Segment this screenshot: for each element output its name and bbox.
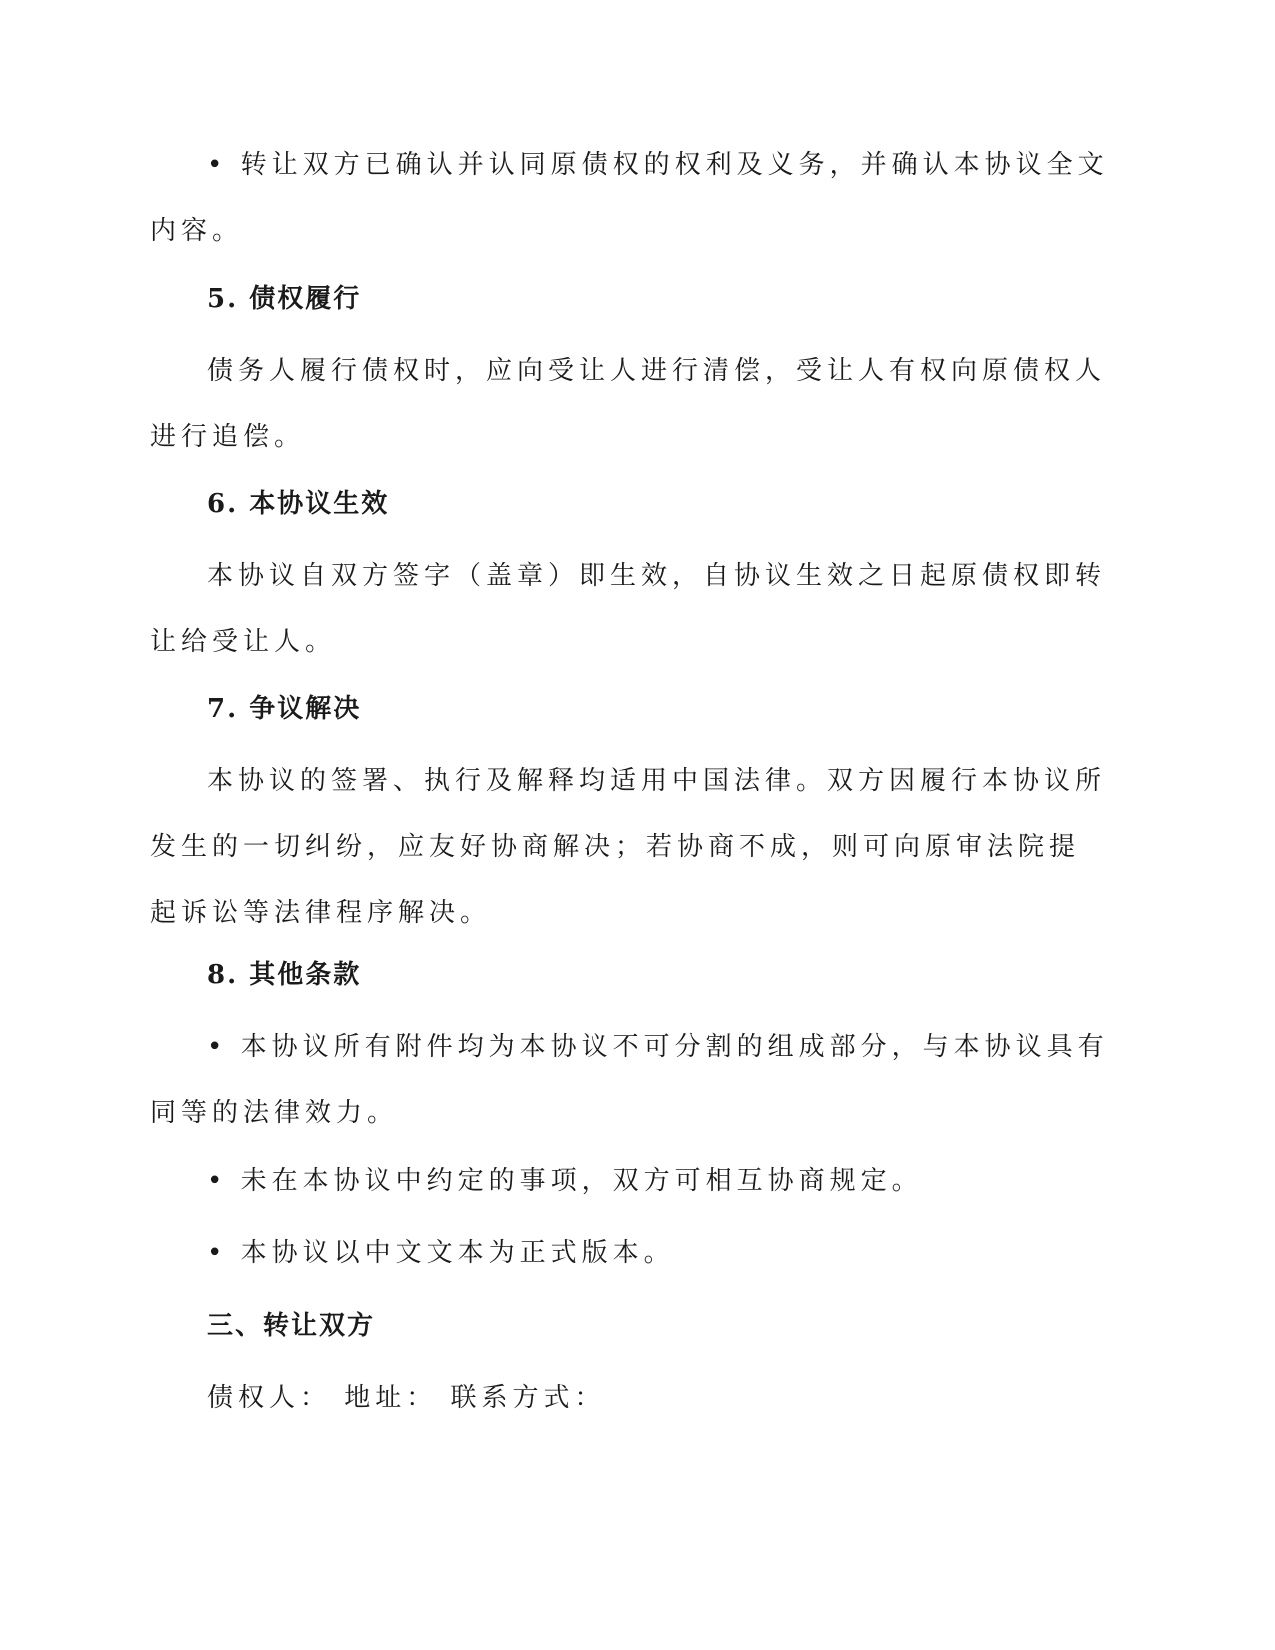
section-7-heading: 7. 争议解决 [207, 694, 362, 724]
creditor-info-line: 债权人： 地址： 联系方式： [207, 1383, 606, 1413]
section-8-bullet-2: • 未在本协议中约定的事项，双方可相互协商规定。 [207, 1166, 923, 1196]
section-6-heading: 6. 本协议生效 [207, 489, 390, 519]
section-8-bullet-1: • 本协议所有附件均为本协议不可分割的组成部分，与本协议具有同等的法律效力。 [150, 1032, 1109, 1128]
section-8-bullet-3: • 本协议以中文文本为正式版本。 [207, 1238, 675, 1268]
section-5-paragraph: 债务人履行债权时，应向受让人进行清偿，受让人有权向原债权人进行追偿。 [150, 356, 1107, 452]
section-7-paragraph: 本协议的签署、执行及解释均适用中国法律。双方因履行本协议所发生的一切纠纷，应友好协商解决；若协商不成，则可向原审法院提起诉讼等法律程序解决。 [150, 766, 1107, 928]
section-3-parties-heading: 三、转让双方 [207, 1311, 376, 1341]
section-8-heading: 8. 其他条款 [207, 960, 362, 990]
section-6-paragraph: 本协议自双方签字（盖章）即生效，自协议生效之日起原债权即转让给受让人。 [150, 561, 1107, 657]
section-5-heading: 5. 债权履行 [207, 284, 362, 314]
bullet-confirm-paragraph: • 转让双方已确认并认同原债权的权利及义务，并确认本协议全文内容。 [150, 150, 1109, 246]
